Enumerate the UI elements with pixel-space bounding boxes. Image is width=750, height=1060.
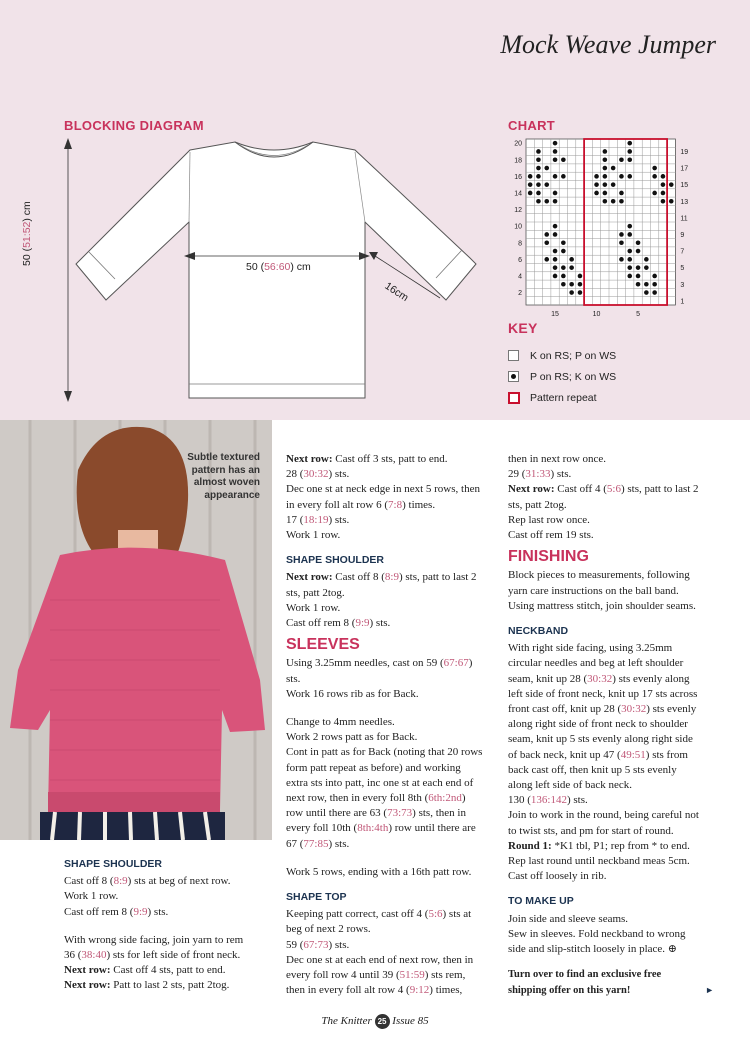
purl-dot [553, 141, 558, 146]
text-line: seam, knit up 5 sts evenly along right side [508, 733, 693, 746]
purl-dot [536, 191, 541, 196]
purl-dot [636, 274, 641, 279]
text-line: Work 16 rows rib as for Back. [286, 687, 419, 700]
purl-dot [627, 157, 632, 162]
text-line: sts, patt 2tog. [508, 498, 567, 511]
row-label-left: 4 [518, 273, 522, 281]
stitch-label-bottom: 15 [551, 311, 559, 318]
purl-dot [661, 182, 666, 187]
row-label-left: 6 [518, 256, 522, 264]
purl-dot [636, 265, 641, 270]
promo-line-2[interactable]: shipping offer on this yarn! ► [508, 983, 728, 998]
purl-dot [619, 157, 624, 162]
purl-dot [553, 224, 558, 229]
purl-dot [627, 274, 632, 279]
purl-dot [603, 191, 608, 196]
text-line: Using 3.25mm needles, cast on 59 (67:67) [286, 657, 473, 670]
purl-dot [652, 274, 657, 279]
purl-dot [627, 249, 632, 254]
text-line: yarn care instructions on the ball band. [508, 584, 679, 597]
text-line: Work 1 row. [64, 890, 119, 903]
text-line: side and slip-stitch loosely in place. ⊕ [508, 943, 677, 956]
purl-dot [652, 191, 657, 196]
chart-heading: CHART [508, 118, 555, 133]
purl-dot [652, 282, 657, 287]
stitch-label-bottom: 5 [636, 311, 641, 318]
text-line: every foll 10th (8th:4th) row until there are [286, 822, 476, 835]
purl-dot [644, 257, 649, 262]
text-line: to twist sts, and pm for start of round. [508, 824, 674, 837]
purl-dot [561, 240, 566, 245]
key-item-purl: P on RS; K on WS [508, 366, 616, 387]
text-line: sts, patt 2tog. [286, 586, 345, 599]
text-line: Join to work in the round, being careful not [508, 809, 699, 822]
purl-dot [578, 282, 583, 287]
text-line: Round 1: *K1 tbl, P1; rep from * to end. [508, 839, 690, 852]
shape-shoulder-heading-2: SHAPE SHOULDER [286, 554, 385, 567]
row-label-left: 20 [514, 140, 522, 148]
row-label-left: 18 [514, 157, 522, 165]
purl-dot [544, 232, 549, 237]
finishing-heading: FINISHING [508, 548, 589, 566]
sleeve-measure-label: 16cm [382, 280, 411, 305]
height-measure-label: 50 (51:52) cm [21, 201, 33, 266]
red-square-icon [508, 392, 520, 404]
text-line: Next row: Patt to last 2 sts, patt 2tog. [64, 979, 230, 992]
row-label-right: 19 [680, 148, 689, 156]
text-line: Next row: Cast off 3 sts, patt to end. [286, 453, 448, 465]
purl-dot [544, 240, 549, 245]
purl-dot [619, 257, 624, 262]
text-line: back cast off, then knit up 5 sts evenly [508, 763, 677, 776]
purl-dot [553, 157, 558, 162]
purl-dot [603, 149, 608, 154]
text-line: Work 1 row. [286, 601, 341, 614]
stitch-label-bottom: 10 [592, 311, 601, 318]
text-line: Work 2 rows patt as for Back. [286, 731, 418, 744]
page-title: Mock Weave Jumper [500, 30, 716, 59]
purl-dot [528, 182, 533, 187]
purl-dot [536, 182, 541, 187]
text-line: beg of next 2 rows. [286, 923, 371, 936]
text-line: Rep last round until neckband meas 5cm. [508, 855, 690, 868]
text-line: then in next row once. [508, 453, 607, 465]
text-line: Join side and sleeve seams. [508, 912, 629, 925]
purl-dot [661, 199, 666, 204]
text-line: row until there are 63 (73:73) sts, then in [286, 807, 466, 820]
purl-dot [569, 257, 574, 262]
purl-dot [619, 199, 624, 204]
column-left [64, 857, 274, 994]
end-mark-icon: ⊕ [667, 943, 677, 956]
text-line: Next row: Cast off 4 sts, patt to end. [64, 964, 226, 977]
purl-dot [636, 249, 641, 254]
purl-dot [553, 257, 558, 262]
text-line: then in every foll alt row 4 (9:12) times, [286, 984, 463, 997]
row-label-left: 2 [518, 290, 522, 298]
column-right [508, 452, 728, 998]
purl-dot [553, 249, 558, 254]
text-line: Sew in sleeves. Fold neckband to wrong [508, 927, 686, 940]
sleeves-heading: SLEEVES [286, 636, 360, 654]
purl-dot [536, 199, 541, 204]
blocking-diagram [0, 0, 500, 420]
text-line: Work 5 rows, ending with a 16th patt row. [286, 865, 472, 878]
row-label-left: 10 [514, 223, 522, 231]
purl-dot [578, 290, 583, 295]
purl-dot [611, 199, 616, 204]
purl-dot [636, 240, 641, 245]
text-line: Cast off rem 8 (9:9) sts. [64, 905, 169, 918]
text-line: With wrong side facing, join yarn to rem [64, 933, 244, 946]
purl-dot [627, 141, 632, 146]
purl-dot [611, 166, 616, 171]
text-line: Rep last row once. [508, 513, 590, 526]
purl-dot [619, 240, 624, 245]
text-line: Cast off 8 (8:9) sts at beg of next row. [64, 875, 231, 888]
purl-dot [553, 232, 558, 237]
text-line: along right side of front neck to shoulder [508, 718, 688, 731]
purl-dot [561, 265, 566, 270]
purl-dot [669, 182, 674, 187]
key-item-knit: K on RS; P on WS [508, 345, 616, 366]
text-line: of back neck, knit up 47 (49:51) sts from [508, 748, 688, 761]
text-line: front cast off, knit up 28 (30:32) sts evenly [508, 703, 697, 716]
purl-dot [594, 182, 599, 187]
text-line: Next row: Cast off 8 (8:9) sts, patt to last 2 [286, 571, 477, 584]
purl-dot [561, 274, 566, 279]
row-label-right: 11 [680, 215, 688, 223]
purl-dot [544, 182, 549, 187]
column-middle [286, 452, 498, 999]
purl-dot [594, 174, 599, 179]
text-line: 59 (67:73) sts. [286, 938, 350, 951]
page-number: 25 [375, 1014, 390, 1029]
purl-dot [544, 199, 549, 204]
purl-dot [569, 290, 574, 295]
text-line: 17 (18:19) sts. [286, 513, 350, 526]
purl-dot [561, 157, 566, 162]
purl-dot [536, 166, 541, 171]
key-list [508, 345, 616, 408]
purl-dot [603, 166, 608, 171]
row-label-right: 3 [680, 281, 685, 289]
purl-dot [553, 174, 558, 179]
purl-dot [603, 199, 608, 204]
purl-dot [561, 249, 566, 254]
purl-dot [636, 282, 641, 287]
text-line: Keeping patt correct, cast off 4 (5:6) sts at [286, 908, 472, 921]
shape-top-heading: SHAPE TOP [286, 891, 347, 904]
text-line: seam, knit up 28 (30:32) sts evenly along [508, 672, 690, 685]
neckband-heading: NECKBAND [508, 625, 569, 638]
text-line: Cont in patt as for Back (noting that 20 rows [286, 746, 483, 759]
purl-dot [603, 182, 608, 187]
purl-dot [644, 265, 649, 270]
purl-dot [569, 282, 574, 287]
purl-dot [627, 224, 632, 229]
text-line: Dec one st at each end of next row, then in [286, 953, 474, 966]
text-line: Next row: Cast off 4 (5:6) sts, patt to last 2 [508, 483, 699, 496]
row-label-right: 1 [680, 298, 685, 306]
purl-dot [603, 174, 608, 179]
text-line: 36 (38:40) sts for left side of front neck. [64, 949, 241, 962]
purl-dot [661, 174, 666, 179]
row-label-left: 12 [514, 207, 522, 215]
model-photo [0, 420, 272, 840]
purl-dot [594, 191, 599, 196]
text-line: 29 (31:33) sts. [508, 468, 572, 481]
purl-dot [619, 232, 624, 237]
purl-dot [611, 182, 616, 187]
purl-dot [553, 191, 558, 196]
text-line: sts. [286, 672, 301, 685]
key-item-repeat: Pattern repeat [508, 387, 616, 408]
blocking-diagram-heading: BLOCKING DIAGRAM [64, 118, 204, 133]
purl-dot [627, 174, 632, 179]
dot-square-icon [508, 371, 519, 382]
row-label-left: 8 [518, 240, 522, 248]
row-label-right: 7 [680, 248, 685, 256]
purl-dot [578, 274, 583, 279]
purl-dot [553, 199, 558, 204]
stitch-chart [500, 135, 700, 318]
text-line: Block pieces to measurements, following [508, 569, 690, 582]
text-line: Dec one st at neck edge in next 5 rows, then [286, 483, 480, 496]
purl-dot [569, 265, 574, 270]
text-line: in every foll alt row 6 (7:8) times. [286, 498, 436, 511]
empty-square-icon [508, 350, 519, 361]
text-line: Cast off rem 8 (9:9) sts. [286, 617, 391, 630]
purl-dot [536, 174, 541, 179]
photo-caption: Subtle textured pattern has an almost woven appearance [187, 452, 260, 501]
text-line: Cast off loosely in rib. [508, 870, 607, 883]
issue-number: Issue 85 [392, 1015, 429, 1028]
text-line: Cast off rem 19 sts. [508, 529, 594, 542]
text-line: 130 (136:142) sts. [508, 794, 588, 807]
text-line: Work 1 row. [286, 529, 341, 542]
purl-dot [619, 174, 624, 179]
row-label-right: 17 [680, 165, 689, 173]
purl-dot [528, 191, 533, 196]
purl-dot [627, 265, 632, 270]
purl-dot [652, 290, 657, 295]
purl-dot [553, 149, 558, 154]
arrow-right-icon[interactable]: ► [705, 984, 714, 995]
to-make-up-heading: TO MAKE UP [508, 895, 574, 908]
purl-dot [528, 174, 533, 179]
text-line: 67 (77:85) sts. [286, 837, 350, 850]
text-line: extra sts into patt, inc one st at each end of [286, 776, 474, 789]
text-line: With right side facing, using 3.25mm [508, 642, 673, 655]
purl-dot [553, 265, 558, 270]
purl-dot [669, 199, 674, 204]
shape-shoulder-heading: SHAPE SHOULDER [64, 858, 163, 870]
text-line: left side of front neck, knit up 17 sts across [508, 687, 698, 700]
text-line: Using mattress stitch, join shoulder seams. [508, 599, 696, 612]
text-line: Change to 4mm needles. [286, 716, 395, 729]
purl-dot [536, 149, 541, 154]
text-line: circular needles and beg at left shoulder [508, 657, 684, 670]
purl-dot [553, 274, 558, 279]
purl-dot [661, 191, 666, 196]
page-footer [0, 1014, 750, 1029]
purl-dot [652, 174, 657, 179]
row-label-left: 14 [514, 190, 522, 198]
purl-dot [627, 232, 632, 237]
purl-dot [561, 282, 566, 287]
text-line: every foll row 4 until 39 (51:59) sts rem, [286, 969, 466, 982]
purl-dot [544, 257, 549, 262]
row-label-right: 13 [680, 198, 689, 206]
text-line: next row, then in every foll 8th (6th:2nd) [286, 792, 466, 805]
purl-dot [561, 174, 566, 179]
text-line: along left side of back neck. [508, 779, 633, 792]
text-line: form patt repeat as before) and working [286, 761, 461, 774]
purl-dot [544, 166, 549, 171]
row-label-right: 5 [680, 265, 685, 273]
width-measure-label: 50 (56:60) cm [246, 261, 311, 273]
purl-dot [603, 157, 608, 162]
row-label-right: 9 [680, 231, 685, 239]
magazine-name: The Knitter [321, 1015, 372, 1028]
purl-dot [619, 191, 624, 196]
key-heading: KEY [508, 320, 538, 336]
text-line: 28 (30:32) sts. [286, 468, 350, 481]
promo-line-1: Turn over to find an exclusive free [508, 969, 662, 981]
purl-dot [652, 166, 657, 171]
purl-dot [627, 149, 632, 154]
row-label-left: 16 [514, 173, 522, 181]
purl-dot [627, 257, 632, 262]
purl-dot [536, 157, 541, 162]
top-panel [0, 0, 750, 420]
purl-dot [644, 290, 649, 295]
row-label-right: 15 [680, 182, 689, 190]
purl-dot [644, 282, 649, 287]
